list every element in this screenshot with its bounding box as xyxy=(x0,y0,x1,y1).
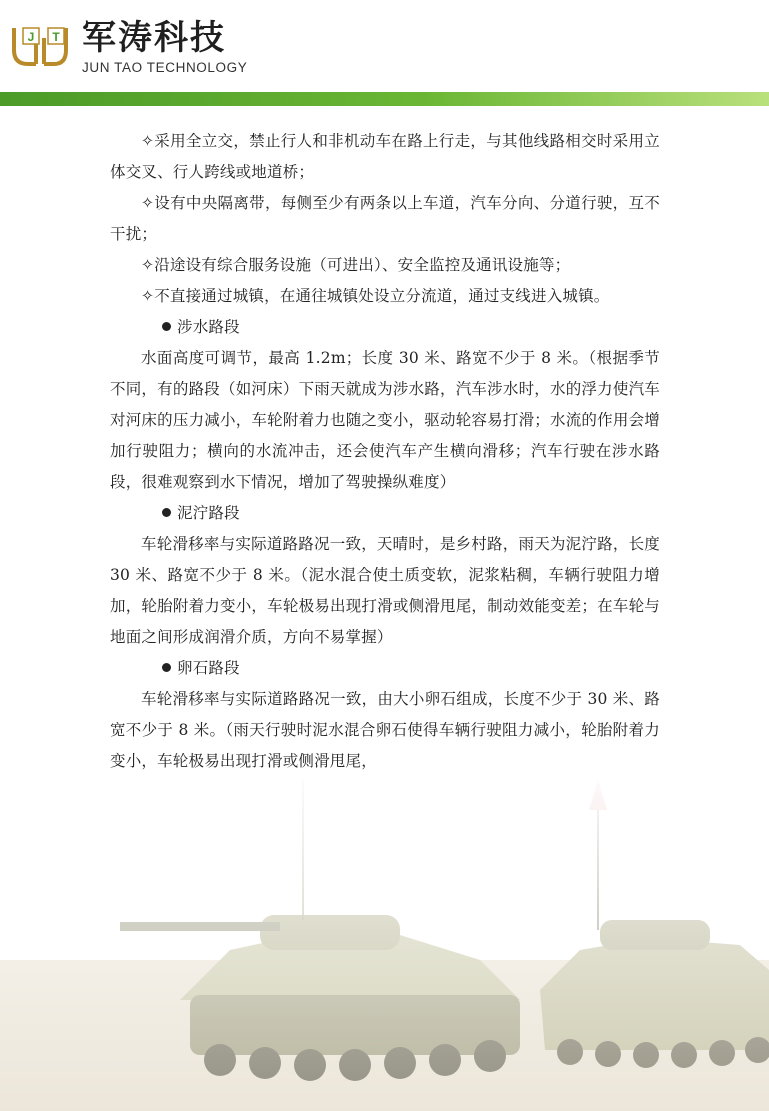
section-body-wading: 水面高度可调节，最高 1.2m；长度 30 米、路宽不少于 8 米。（根据季节不同，有的路段（如河床）下雨天就成为涉水路，汽车涉水时，水的浮力使汽车对河床的压力减小，车轮附着力也随之变小，驱动轮容易打滑；水流的作用会增加行驶阻力；横向的水流冲击，还会使汽车产生横向滑移；汽车行驶在涉水路段，很难观察到水下情况，增加了驾驶操纵难度） xyxy=(110,349,660,491)
brand-name-english: JUN TAO TECHNOLOGY xyxy=(82,60,248,75)
round-bullet-icon xyxy=(162,322,171,331)
diamond-bullet-icon: ✧ xyxy=(141,194,155,212)
diamond-bullet-icon: ✧ xyxy=(141,256,155,274)
feature-item-2 xyxy=(110,188,660,250)
section-heading-muddy xyxy=(110,498,660,529)
company-logo-icon xyxy=(10,24,70,70)
feature-text: 采用全立交，禁止行人和非机动车在路上行走，与其他线路相交时采用立体交叉、行人跨线或地道桥； xyxy=(110,132,660,181)
feature-text: 沿途设有综合服务设施（可进出）、安全监控及通讯设施等； xyxy=(154,256,571,274)
section-heading-cobblestone xyxy=(110,653,660,684)
tank-background-illustration xyxy=(0,760,769,1111)
round-bullet-icon xyxy=(162,508,171,517)
section-body-muddy: 车轮滑移率与实际道路路况一致，天晴时，是乡村路，雨天为泥泞路，长度 30 米、路宽不少于 8 米。（泥水混合使土质变软，泥浆粘稠，车辆行驶阻力增加，轮胎附着力变小，车轮极易出现打滑或侧滑甩尾，制动效能变差；在车轮与地面之间形成润滑介质，方向不易掌握） xyxy=(110,535,660,646)
round-bullet-icon xyxy=(162,663,171,672)
section-heading-wading xyxy=(110,312,660,343)
section-title: 卵石路段 xyxy=(177,659,240,677)
brand-name-chinese: 军涛科技 xyxy=(82,18,226,58)
logo-letter-t: T xyxy=(52,30,60,44)
section-body-cobblestone: 车轮滑移率与实际道路路况一致，由大小卵石组成，长度不少于 30 米、路宽不少于 8 米。（雨天行驶时泥水混合卵石使得车辆行驶阻力减小，轮胎附着力变小，车轮极易出现打滑或侧滑甩尾， xyxy=(110,690,660,770)
feature-item-4 xyxy=(110,281,660,312)
logo-letter-j: J xyxy=(27,30,35,44)
feature-text: 设有中央隔离带，每侧至少有两条以上车道，汽车分向、分道行驶，互不干扰； xyxy=(110,194,660,243)
diamond-bullet-icon: ✧ xyxy=(141,132,155,150)
feature-text: 不直接通过城镇，在通往城镇处设立分流道，通过支线进入城镇。 xyxy=(154,287,610,305)
feature-item-1 xyxy=(110,126,660,188)
header-accent-bar xyxy=(0,92,769,106)
diamond-bullet-icon: ✧ xyxy=(141,287,155,305)
page-header xyxy=(0,0,769,110)
main-content xyxy=(110,126,660,777)
section-title: 涉水路段 xyxy=(177,318,240,336)
section-title: 泥泞路段 xyxy=(177,504,240,522)
feature-item-3 xyxy=(110,250,660,281)
